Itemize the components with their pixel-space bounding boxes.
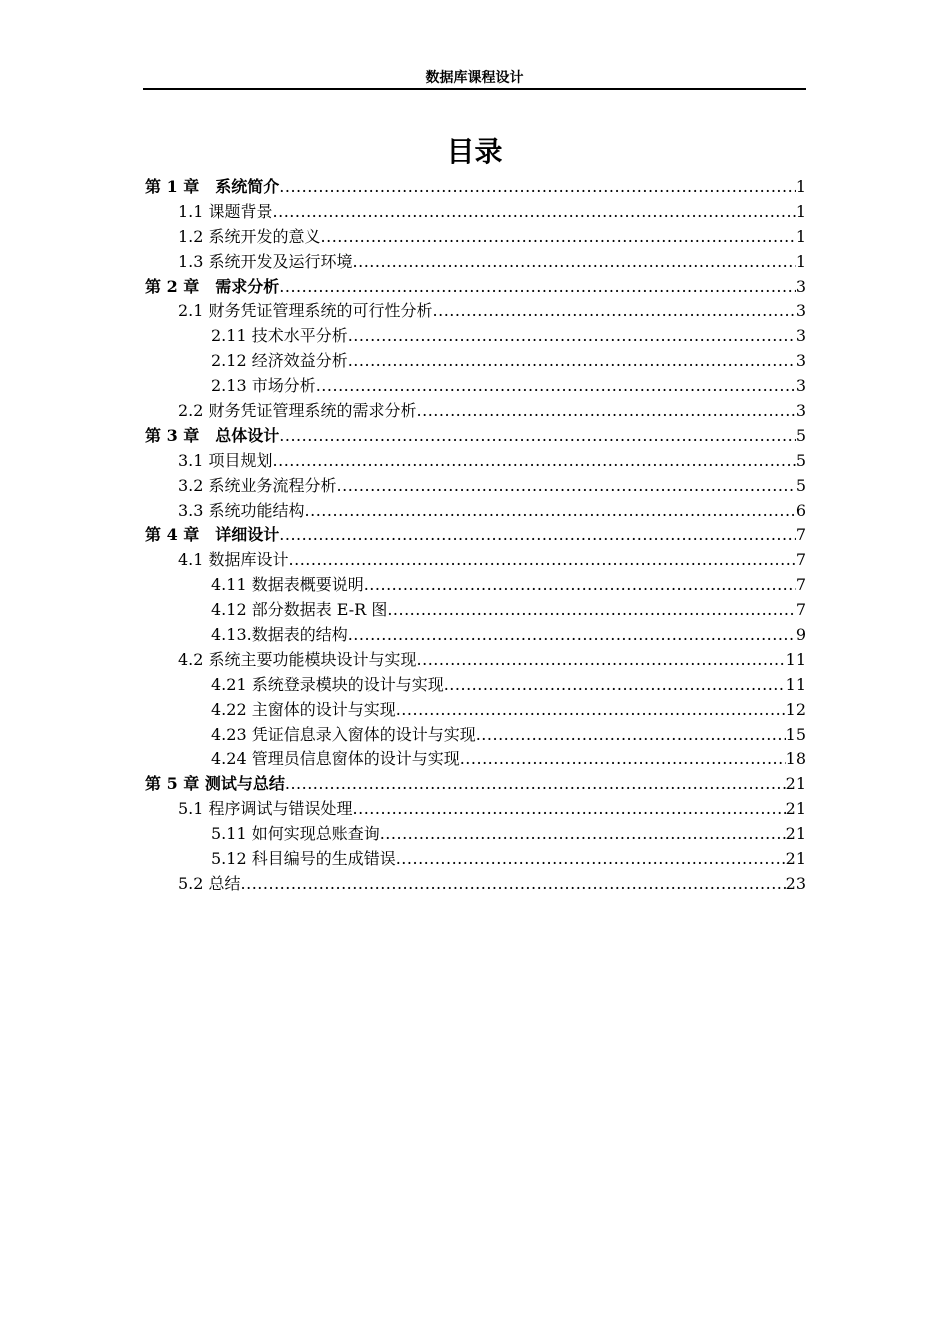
- toc-page-number: 3: [795, 276, 806, 296]
- toc-dot-leader: [321, 225, 796, 250]
- toc-dot-leader: [444, 673, 786, 698]
- toc-entry-label: 2.12 经济效益分析: [211, 351, 348, 371]
- toc-page-number: 1: [795, 201, 806, 221]
- toc-page-number: 5: [795, 425, 806, 445]
- toc-entry[interactable]: [143, 598, 806, 623]
- toc-entry[interactable]: [143, 299, 806, 324]
- toc-dot-leader: [396, 847, 786, 872]
- toc-entry[interactable]: [143, 324, 806, 349]
- toc-page-number: 23: [785, 873, 806, 893]
- toc-page-number: 7: [795, 550, 806, 570]
- toc-page-number: 7: [795, 575, 806, 595]
- toc-page-number: 5: [795, 450, 806, 470]
- toc-page-number: 6: [795, 500, 806, 520]
- toc-dot-leader: [279, 175, 796, 200]
- toc-entry[interactable]: [143, 847, 806, 872]
- toc-page-number: 3: [795, 401, 806, 421]
- toc-entry[interactable]: [143, 424, 806, 449]
- toc-dot-leader: [460, 747, 786, 772]
- toc-page-number: 18: [785, 749, 806, 769]
- toc-entry-label: 4.13.数据表的结构: [211, 625, 348, 645]
- toc-entry-label: 2.13 市场分析: [211, 376, 316, 396]
- toc-page-number: 3: [795, 301, 806, 321]
- toc-entry-label: 4.21 系统登录模块的设计与实现: [211, 674, 444, 694]
- toc-entry[interactable]: [143, 797, 806, 822]
- toc-page-number: 3: [795, 351, 806, 371]
- toc-dot-leader: [348, 324, 796, 349]
- toc-entry-label: 第 5 章 测试与总结: [145, 774, 285, 794]
- toc-dot-leader: [348, 623, 796, 648]
- toc-entry-label: 第 2 章 需求分析: [145, 276, 280, 296]
- toc-entry-label: 3.3 系统功能结构: [178, 500, 305, 520]
- toc-entry[interactable]: [143, 275, 806, 300]
- toc-entry[interactable]: [143, 822, 806, 847]
- toc-entry[interactable]: [143, 772, 806, 797]
- toc-dot-leader: [279, 275, 796, 300]
- toc-dot-leader: [417, 399, 796, 424]
- toc-entry-label: 第 3 章 总体设计: [145, 425, 280, 445]
- toc-page-number: 7: [795, 600, 806, 620]
- toc-page-number: 15: [785, 724, 806, 744]
- toc-page-number: 11: [785, 674, 806, 694]
- toc-entry[interactable]: [143, 399, 806, 424]
- toc-dot-leader: [279, 523, 796, 548]
- toc-entry[interactable]: [143, 200, 806, 225]
- toc-entry-label: 1.2 系统开发的意义: [178, 226, 321, 246]
- toc-dot-leader: [353, 250, 796, 275]
- toc-page-number: 11: [785, 649, 806, 669]
- toc-dot-leader: [273, 200, 796, 225]
- toc-entry-label: 1.3 系统开发及运行环境: [178, 251, 353, 271]
- toc-dot-leader: [337, 474, 796, 499]
- toc-entry-label: 4.1 数据库设计: [178, 550, 289, 570]
- toc-entry-label: 4.12 部分数据表 E-R 图: [211, 600, 388, 620]
- toc-entry[interactable]: [143, 374, 806, 399]
- toc-page-number: 1: [795, 226, 806, 246]
- toc-page-number: 3: [795, 326, 806, 346]
- header-title: 数据库课程设计: [425, 70, 524, 86]
- toc-dot-leader: [285, 772, 786, 797]
- toc-entry[interactable]: [143, 499, 806, 524]
- toc-entry[interactable]: [143, 872, 806, 897]
- toc-entry[interactable]: [143, 673, 806, 698]
- toc-entry[interactable]: [143, 523, 806, 548]
- toc-entry-label: 2.11 技术水平分析: [211, 326, 348, 346]
- toc-entry[interactable]: [143, 698, 806, 723]
- toc-entry-label: 第 4 章 详细设计: [145, 525, 280, 545]
- toc-title: 目录: [446, 135, 503, 168]
- toc-entry-label: 4.22 主窗体的设计与实现: [211, 699, 396, 719]
- toc-entry[interactable]: [143, 474, 806, 499]
- toc-entry-label: 5.12 科目编号的生成错误: [211, 849, 396, 869]
- toc-dot-leader: [241, 872, 786, 897]
- toc-page-number: 12: [785, 699, 806, 719]
- toc-dot-leader: [364, 573, 796, 598]
- toc-entry-label: 5.1 程序调试与错误处理: [178, 799, 353, 819]
- toc-entry-label: 第 1 章 系统简介: [145, 177, 280, 196]
- toc-page-number: 7: [795, 525, 806, 545]
- toc-entry[interactable]: [143, 449, 806, 474]
- toc-dot-leader: [279, 424, 796, 449]
- page-header: [143, 68, 806, 90]
- toc-entry-label: 2.2 财务凭证管理系统的需求分析: [178, 401, 417, 421]
- toc-dot-leader: [348, 349, 796, 374]
- toc-entry[interactable]: [143, 548, 806, 573]
- toc-page-number: 5: [795, 475, 806, 495]
- toc-entry[interactable]: [143, 175, 806, 200]
- toc-entry[interactable]: [143, 747, 806, 772]
- toc-entry[interactable]: [143, 623, 806, 648]
- toc-dot-leader: [305, 499, 796, 524]
- toc-page-number: 21: [785, 799, 806, 819]
- toc-entry[interactable]: [143, 648, 806, 673]
- toc-page-number: 21: [785, 774, 806, 794]
- toc-dot-leader: [289, 548, 796, 573]
- toc-page-number: 21: [785, 849, 806, 869]
- toc-page-number: 1: [795, 177, 806, 196]
- toc-entry[interactable]: [143, 349, 806, 374]
- toc-entry-label: 3.1 项目规划: [178, 450, 273, 470]
- toc-page-number: 21: [785, 824, 806, 844]
- toc-dot-leader: [417, 648, 786, 673]
- toc-dot-leader: [433, 299, 796, 324]
- toc-entry-label: 4.11 数据表概要说明: [211, 575, 364, 595]
- toc-dot-leader: [396, 698, 786, 723]
- toc-dot-leader: [353, 797, 786, 822]
- toc-entry-label: 4.2 系统主要功能模块设计与实现: [178, 649, 417, 669]
- toc-entry-label: 1.1 课题背景: [178, 201, 273, 221]
- toc-dot-leader: [316, 374, 796, 399]
- toc-page-number: 9: [795, 625, 806, 645]
- toc-entry-label: 2.1 财务凭证管理系统的可行性分析: [178, 301, 433, 321]
- toc-entry-label: 4.24 管理员信息窗体的设计与实现: [211, 749, 460, 769]
- toc-entry-label: 5.11 如何实现总账查询: [211, 824, 380, 844]
- toc-entry[interactable]: [143, 573, 806, 598]
- toc-page-number: 3: [795, 376, 806, 396]
- toc-page-number: 1: [795, 251, 806, 271]
- toc-dot-leader: [476, 723, 786, 748]
- toc-entry-label: 3.2 系统业务流程分析: [178, 475, 337, 495]
- toc-entry[interactable]: [143, 723, 806, 748]
- toc-dot-leader: [273, 449, 796, 474]
- toc-entry-label: 4.23 凭证信息录入窗体的设计与实现: [211, 724, 476, 744]
- table-of-contents: [143, 175, 806, 897]
- toc-entry[interactable]: [143, 250, 806, 275]
- toc-entry[interactable]: [143, 225, 806, 250]
- toc-dot-leader: [380, 822, 786, 847]
- toc-dot-leader: [387, 598, 795, 623]
- toc-entry-label: 5.2 总结: [178, 873, 241, 893]
